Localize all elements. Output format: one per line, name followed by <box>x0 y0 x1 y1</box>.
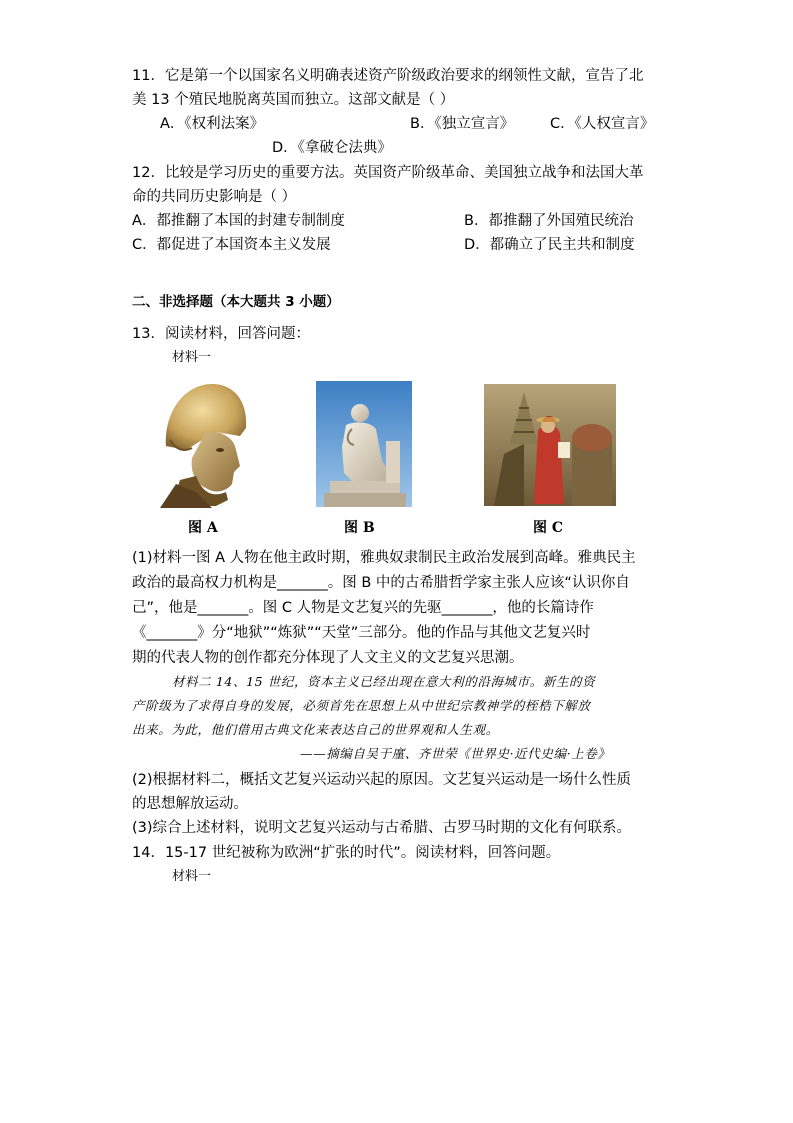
q14-line1: 14．15-17 世纪被称为欧洲“扩张的时代”。阅读材料，回答问题。 <box>132 845 561 861</box>
statue-icon <box>316 381 412 507</box>
figure-b-caption: 图 B <box>344 520 375 536</box>
q13-material2-line1: 材料二 14、15 世纪，资本主义已经出现在意大利的沿海城市。新生的资 <box>172 674 596 689</box>
q11-line1: 11．它是第一个以国家名义明确表述资产阶级政治要求的纲领性文献，宣告了北 <box>132 68 644 84</box>
q13-material1-label: 材料一 <box>172 350 212 365</box>
q13-material2-source: ——摘编自吴于廑、齐世荣《世界史·近代史编·上卷》 <box>300 746 611 761</box>
figure-c-caption: 图 C <box>533 520 564 536</box>
q13-p1-line2: 政治的最高权力机构是_______。图 B 中的古希腊哲学家主张人应该“认识你自 <box>132 575 630 591</box>
q11-option-d[interactable]: D．《拿破仑法典》 <box>272 140 392 156</box>
q11-option-a[interactable]: A．《权利法案》 <box>160 116 265 132</box>
q12-option-d[interactable]: D．都确立了民主共和制度 <box>464 237 635 253</box>
figure-b-image <box>316 381 412 507</box>
figure-a-image <box>156 380 252 508</box>
q13-p1-line5: 期的代表人物的创作都充分体现了人文主义的文艺复兴思潮。 <box>132 650 524 666</box>
q14-material1-label: 材料一 <box>172 869 212 884</box>
q13-p1-line4: 《_______》分“地狱”“炼狱”“天堂”三部分。他的作品与其他文艺复兴时 <box>132 625 591 641</box>
q11-option-b[interactable]: B．《独立宣言》 <box>410 116 515 132</box>
q11-line2: 美 13 个殖民地脱离英国而独立。这部文献是（ ） <box>132 92 455 108</box>
q12-option-b[interactable]: B．都推翻了外国殖民统治 <box>464 213 634 229</box>
q13-p3: (3)综合上述材料，说明文艺复兴运动与古希腊、古罗马时期的文化有何联系。 <box>132 820 632 836</box>
q13-intro: 13．阅读材料，回答问题： <box>132 326 310 342</box>
figure-a-caption: 图 A <box>188 520 218 536</box>
section2-heading: 二、非选择题（本大题共 3 小题） <box>132 294 340 310</box>
q13-p1-line1: (1)材料一图 A 人物在他主政时期，雅典奴隶制民主政治发展到高峰。雅典民主 <box>132 550 636 566</box>
figure-c-image <box>484 384 616 506</box>
q13-material2-line2: 产阶级为了求得自身的发展，必须首先在思想上从中世纪宗教神学的桎梏下解放 <box>132 698 591 713</box>
q13-material2-line3: 出来。为此，他们借用古典文化来表达自己的世界观和人生观。 <box>132 722 499 737</box>
painting-icon <box>484 384 616 506</box>
q13-p2-line1: (2)根据材料二，概括文艺复兴运动兴起的原因。文艺复兴运动是一场什么性质 <box>132 772 632 788</box>
q12-option-a[interactable]: A．都推翻了本国的封建专制制度 <box>132 213 345 229</box>
q12-line1: 12．比较是学习历史的重要方法。英国资产阶级革命、美国独立战争和法国大革 <box>132 165 644 181</box>
helmet-bust-icon <box>156 380 252 508</box>
q13-p1-line3: 己”，他是_______。图 C 人物是文艺复兴的先驱_______，他的长篇诗作 <box>132 600 594 616</box>
q12-option-c[interactable]: C．都促进了本国资本主义发展 <box>132 237 331 253</box>
q12-line2: 命的共同历史影响是（ ） <box>132 189 297 205</box>
q11-option-c[interactable]: C．《人权宣言》 <box>550 116 655 132</box>
q13-p2-line2: 的思想解放运动。 <box>132 796 248 812</box>
